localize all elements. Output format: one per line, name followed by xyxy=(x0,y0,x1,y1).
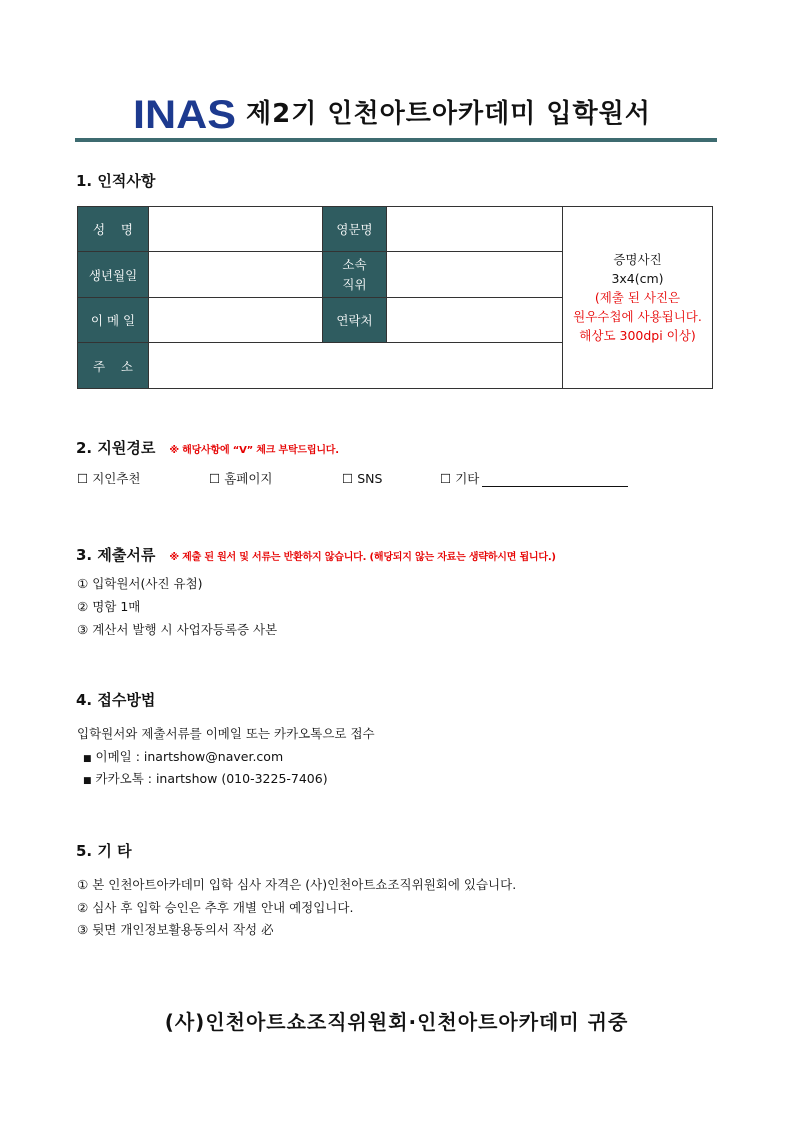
checkbox-icon[interactable]: ☐ xyxy=(342,471,354,486)
english-name-label: 영문명 xyxy=(323,207,387,252)
email-label: 이 메 일 xyxy=(78,298,149,343)
section2-heading xyxy=(76,437,339,458)
footer-addressee: (사)인천아트쇼조직위원회·인천아트아카데미 귀중 xyxy=(164,1010,629,1034)
item-text: 본 인천아트아카데미 입학 심사 자격은 (사)인천아트쇼조직위원회에 있습니다. xyxy=(92,877,517,892)
section3-heading xyxy=(76,544,556,565)
route-option-other[interactable] xyxy=(440,469,628,487)
section5-heading-text: 5. 기 타 xyxy=(76,842,132,860)
item-number: ① xyxy=(77,877,89,892)
checkbox-icon[interactable]: ☐ xyxy=(77,471,89,486)
photo-box[interactable] xyxy=(563,207,713,389)
email-field[interactable] xyxy=(149,298,323,343)
document-item xyxy=(77,574,203,592)
route-option-label: 기타 xyxy=(455,471,480,486)
inas-logo xyxy=(133,95,236,131)
page-title: 제2기 인천아트아카데미 입학원서 xyxy=(246,99,651,129)
item-number: ② xyxy=(77,599,89,614)
checkbox-icon[interactable]: ☐ xyxy=(209,471,221,486)
english-name-field[interactable] xyxy=(387,207,563,252)
submission-item-kakao xyxy=(83,769,328,787)
section2-heading-text: 2. 지원경로 xyxy=(76,439,156,457)
section2-note: ※ 해당사항에 “V” 체크 부탁드립니다. xyxy=(169,445,339,456)
photo-title: 증명사진 xyxy=(613,252,662,267)
contact-field[interactable] xyxy=(387,298,563,343)
section3-note: ※ 제출 된 원서 및 서류는 반환하지 않습니다. (해당되지 않는 자료는 생략하시면 됩니다.) xyxy=(169,552,556,563)
contact-label: 연락처 xyxy=(323,298,387,343)
item-text: 이메일 : inartshow@naver.com xyxy=(95,749,284,764)
square-bullet-icon: ■ xyxy=(83,754,92,764)
section1-heading: 1. 인적사항 xyxy=(76,172,156,190)
route-option-label: 지인추천 xyxy=(92,471,141,486)
logo-text: INAS xyxy=(133,95,236,131)
item-number: ② xyxy=(77,900,89,915)
photo-note-3: 해상도 300dpi 이상) xyxy=(579,328,696,343)
affiliation-label: 소속 xyxy=(342,256,367,272)
item-number: ① xyxy=(77,576,89,591)
document-item xyxy=(77,597,140,615)
title-divider xyxy=(75,138,717,142)
submission-intro: 입학원서와 제출서류를 이메일 또는 카카오톡으로 접수 xyxy=(77,726,375,741)
affiliation-position-label xyxy=(323,252,387,298)
route-option-label: 홈페이지 xyxy=(224,471,273,486)
section3-heading-text: 3. 제출서류 xyxy=(76,546,156,564)
item-text: 입학원서(사진 유첨) xyxy=(92,576,203,591)
item-text: 뒷면 개인정보활용동의서 작성 必 xyxy=(92,922,274,937)
route-options xyxy=(77,469,628,487)
route-option-sns[interactable] xyxy=(342,471,440,486)
other-input-line[interactable] xyxy=(482,474,628,487)
section5-heading xyxy=(76,840,132,861)
route-option-referral[interactable] xyxy=(77,469,209,487)
position-label: 직위 xyxy=(342,276,367,292)
section4-heading: 4. 접수방법 xyxy=(76,691,156,709)
birth-field[interactable] xyxy=(149,252,323,298)
address-field[interactable] xyxy=(149,343,563,389)
item-text: 카카오톡 : inartshow (010-3225-7406) xyxy=(95,771,328,786)
personal-info-table xyxy=(77,206,713,389)
route-option-homepage[interactable] xyxy=(209,469,342,487)
name-field[interactable] xyxy=(149,207,323,252)
photo-note-1: (제출 된 사진은 xyxy=(594,290,681,305)
item-text: 심사 후 입학 승인은 추후 개별 안내 예정입니다. xyxy=(92,900,354,915)
submission-item-email xyxy=(83,747,283,765)
photo-size: 3x4(cm) xyxy=(611,271,664,286)
route-option-label: SNS xyxy=(357,471,383,486)
other-item xyxy=(77,920,274,938)
item-text: 명함 1매 xyxy=(92,599,141,614)
item-text: 계산서 발행 시 사업자등록증 사본 xyxy=(92,622,278,637)
photo-note-2: 원우수첩에 사용됩니다. xyxy=(573,309,702,324)
checkbox-icon[interactable]: ☐ xyxy=(440,471,452,486)
address-label: 주 소 xyxy=(78,343,149,389)
item-number: ③ xyxy=(77,922,89,937)
document-item xyxy=(77,620,277,638)
other-item xyxy=(77,875,516,893)
birth-label: 생년월일 xyxy=(78,252,149,298)
square-bullet-icon: ■ xyxy=(83,776,92,786)
affiliation-field[interactable] xyxy=(387,252,563,298)
name-label: 성 명 xyxy=(78,207,149,252)
item-number: ③ xyxy=(77,622,89,637)
other-item xyxy=(77,898,353,916)
